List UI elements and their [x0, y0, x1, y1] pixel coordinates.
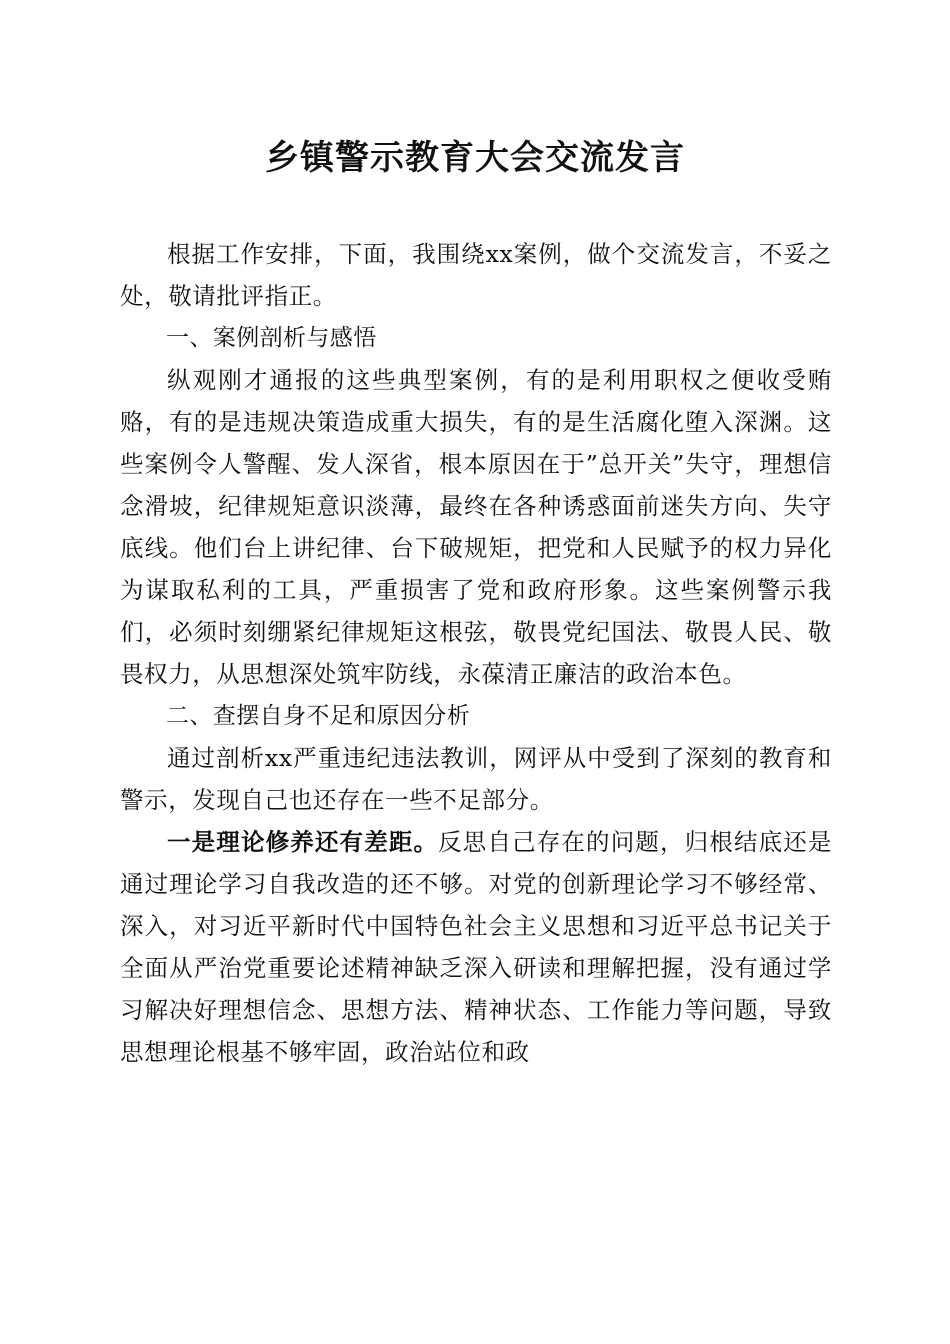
- section-1-paragraph: 纵观刚才通报的这些典型案例，有的是利用职权之便收受贿赂，有的是违规决策造成重大损失，有的是生活腐化堕入深渊。这些案例令人警醒、发人深省，根本原因在于”总开关”失守，理想信念滑坡，纪律规矩意识淡薄，最终在各种诱惑面前迷失方向、失守底线。他们台上讲纪律、台下破规矩，把党和人民赋予的权力异化为谋取私利的工具，严重损害了党和政府形象。这些案例警示我们，必须时刻绷紧纪律规矩这根弦，敬畏党纪国法、敬畏人民、敬畏权力，从思想深处筑牢防线，永葆清正廉洁的政治本色。: [120, 366, 832, 688]
- intro-paragraph: 根据工作安排，下面，我围绕xx案例，做个交流发言，不妥之处，敬请批评指正。: [120, 240, 832, 310]
- section-2-paragraph: 通过剖析xx严重违纪违法教训，网评从中受到了深刻的教育和警示，发现自己也还存在一些不足部分。: [120, 744, 832, 814]
- document-title: 乡镇警示教育大会交流发言: [265, 138, 685, 178]
- section-2-point-1: [120, 821, 832, 1073]
- point-1-lead: 一是理论修养还有差距。: [167, 828, 439, 856]
- section-2-heading: 二、查摆自身不足和原因分析: [166, 703, 471, 729]
- document-body: [120, 233, 832, 1073]
- section-1-heading: 一、案例剖析与感悟: [166, 325, 377, 351]
- point-1-text: 反思自己存在的问题，归根结底还是通过理论学习自我改造的还不够。对党的创新理论学习不够经常、深入，对习近平新时代中国特色社会主义思想和习近平总书记关于全面从严治党重要论述精神缺乏深入研读和理解把握，没有通过学习解决好理想信念、思想方法、精神状态、工作能力等问题，导致思想理论根基不够牢固，政治站位和政: [120, 828, 832, 1066]
